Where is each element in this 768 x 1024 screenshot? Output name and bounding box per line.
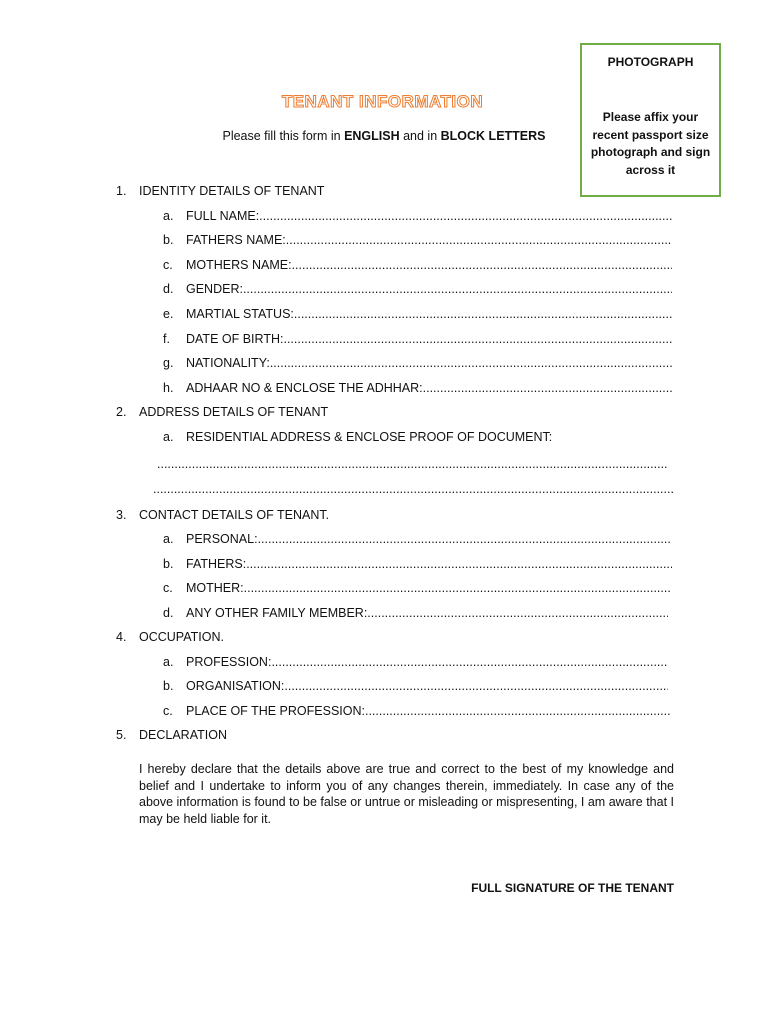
fill-in-line[interactable]	[259, 208, 672, 224]
fill-in-line[interactable]	[292, 257, 672, 273]
field-place-of-profession[interactable]	[0, 703, 768, 719]
fill-in-line[interactable]	[246, 556, 672, 572]
item-letter: a.	[163, 430, 174, 444]
field-residential-address	[0, 429, 768, 445]
section-number: 5.	[116, 728, 127, 742]
field-label: FATHERS NAME:	[186, 233, 286, 247]
section-number: 4.	[116, 630, 127, 644]
fill-in-line[interactable]	[283, 331, 672, 347]
field-label: PERSONAL:	[186, 532, 258, 546]
item-letter: a.	[163, 655, 174, 669]
field-label: GENDER:	[186, 282, 243, 296]
subtitle-block-letters: BLOCK LETTERS	[440, 129, 546, 143]
item-letter: b.	[163, 679, 174, 693]
field-adhaar[interactable]	[0, 380, 768, 396]
field-label: ADHAAR NO & ENCLOSE THE ADHHAR:	[186, 381, 423, 395]
field-fathers-name[interactable]	[0, 232, 768, 248]
item-letter: d.	[163, 282, 174, 296]
fill-in-line[interactable]	[294, 306, 672, 322]
section-title: OCCUPATION.	[139, 630, 224, 644]
section-address	[0, 404, 768, 420]
section-title: CONTACT DETAILS OF TENANT.	[139, 508, 330, 522]
item-letter: g.	[163, 356, 174, 370]
field-organisation[interactable]	[0, 678, 768, 694]
field-mothers-name[interactable]	[0, 257, 768, 273]
field-label: FULL NAME:	[186, 209, 260, 223]
fill-in-line[interactable]	[244, 580, 670, 596]
section-title: IDENTITY DETAILS OF TENANT	[139, 184, 325, 198]
declaration-text: I hereby declare that the details above are true and correct to the best of my knowledge and belief and I undertake to inform you of any changes therein, immediately. In case any of the above information is found to be false or untrue or misleading or mispresenting, I am aware that I may be held liable for it.	[139, 762, 675, 826]
field-nationality[interactable]	[0, 355, 768, 371]
fill-in-line[interactable]	[423, 380, 672, 396]
field-mother-contact[interactable]	[0, 580, 768, 596]
subtitle-text-2: and in	[399, 129, 441, 143]
field-martial-status[interactable]	[0, 306, 768, 322]
section-number: 1.	[116, 184, 127, 198]
signature-label: FULL SIGNATURE OF THE TENANT	[471, 881, 674, 895]
field-gender[interactable]	[0, 281, 768, 297]
item-letter: a.	[163, 532, 174, 546]
address-line-2[interactable]	[153, 481, 673, 497]
form-title: TENANT INFORMATION	[281, 92, 484, 111]
item-letter: c.	[163, 704, 173, 718]
fill-in-line[interactable]	[365, 703, 670, 719]
field-label: MOTHER:	[186, 581, 244, 595]
subtitle-english: ENGLISH	[344, 129, 400, 143]
section-title: ADDRESS DETAILS OF TENANT	[139, 405, 329, 419]
field-label: PROFESSION:	[186, 655, 272, 669]
item-letter: f.	[163, 332, 170, 346]
field-personal-contact[interactable]	[0, 531, 768, 547]
section-identity	[0, 183, 768, 199]
field-full-name[interactable]	[0, 208, 768, 224]
section-number: 3.	[116, 508, 127, 522]
photograph-instructions: Please affix your recent passport size photograph and sign across it	[590, 110, 711, 177]
item-letter: a.	[163, 209, 174, 223]
field-label: MOTHERS NAME:	[186, 258, 292, 272]
field-label: NATIONALITY:	[186, 356, 270, 370]
section-number: 2.	[116, 405, 127, 419]
item-letter: b.	[163, 557, 174, 571]
item-letter: d.	[163, 606, 174, 620]
field-label: MARTIAL STATUS:	[186, 307, 294, 321]
item-letter: c.	[163, 581, 173, 595]
field-label: ANY OTHER FAMILY MEMBER:	[186, 606, 368, 620]
subtitle-text-1: Please fill this form in	[222, 129, 345, 143]
field-profession[interactable]	[0, 654, 768, 670]
fill-in-line[interactable]	[367, 605, 668, 621]
address-line-1[interactable]	[157, 456, 667, 472]
section-title: DECLARATION	[139, 728, 227, 742]
field-label: PLACE OF THE PROFESSION:	[186, 704, 365, 718]
field-other-family-contact[interactable]	[0, 605, 768, 621]
section-declaration	[0, 727, 768, 743]
field-fathers-contact[interactable]	[0, 556, 768, 572]
field-label: DATE OF BIRTH:	[186, 332, 284, 346]
item-letter: h.	[163, 381, 174, 395]
fill-in-line[interactable]	[284, 678, 668, 694]
form-subtitle	[200, 129, 568, 143]
section-occupation	[0, 629, 768, 645]
item-letter: c.	[163, 258, 173, 272]
fill-in-line[interactable]	[243, 281, 672, 297]
fill-in-line[interactable]	[258, 531, 672, 547]
photograph-box	[580, 43, 721, 197]
fill-in-line[interactable]	[270, 355, 672, 371]
field-date-of-birth[interactable]	[0, 331, 768, 347]
field-label: RESIDENTIAL ADDRESS & ENCLOSE PROOF OF DOCUMENT:	[186, 430, 553, 444]
section-contact	[0, 507, 768, 523]
field-label: ORGANISATION:	[186, 679, 285, 693]
field-label: FATHERS:	[186, 557, 247, 571]
fill-in-line[interactable]	[286, 232, 672, 248]
photograph-title: PHOTOGRAPH	[607, 55, 694, 69]
item-letter: b.	[163, 233, 174, 247]
fill-in-line[interactable]	[271, 654, 668, 670]
item-letter: e.	[163, 307, 174, 321]
